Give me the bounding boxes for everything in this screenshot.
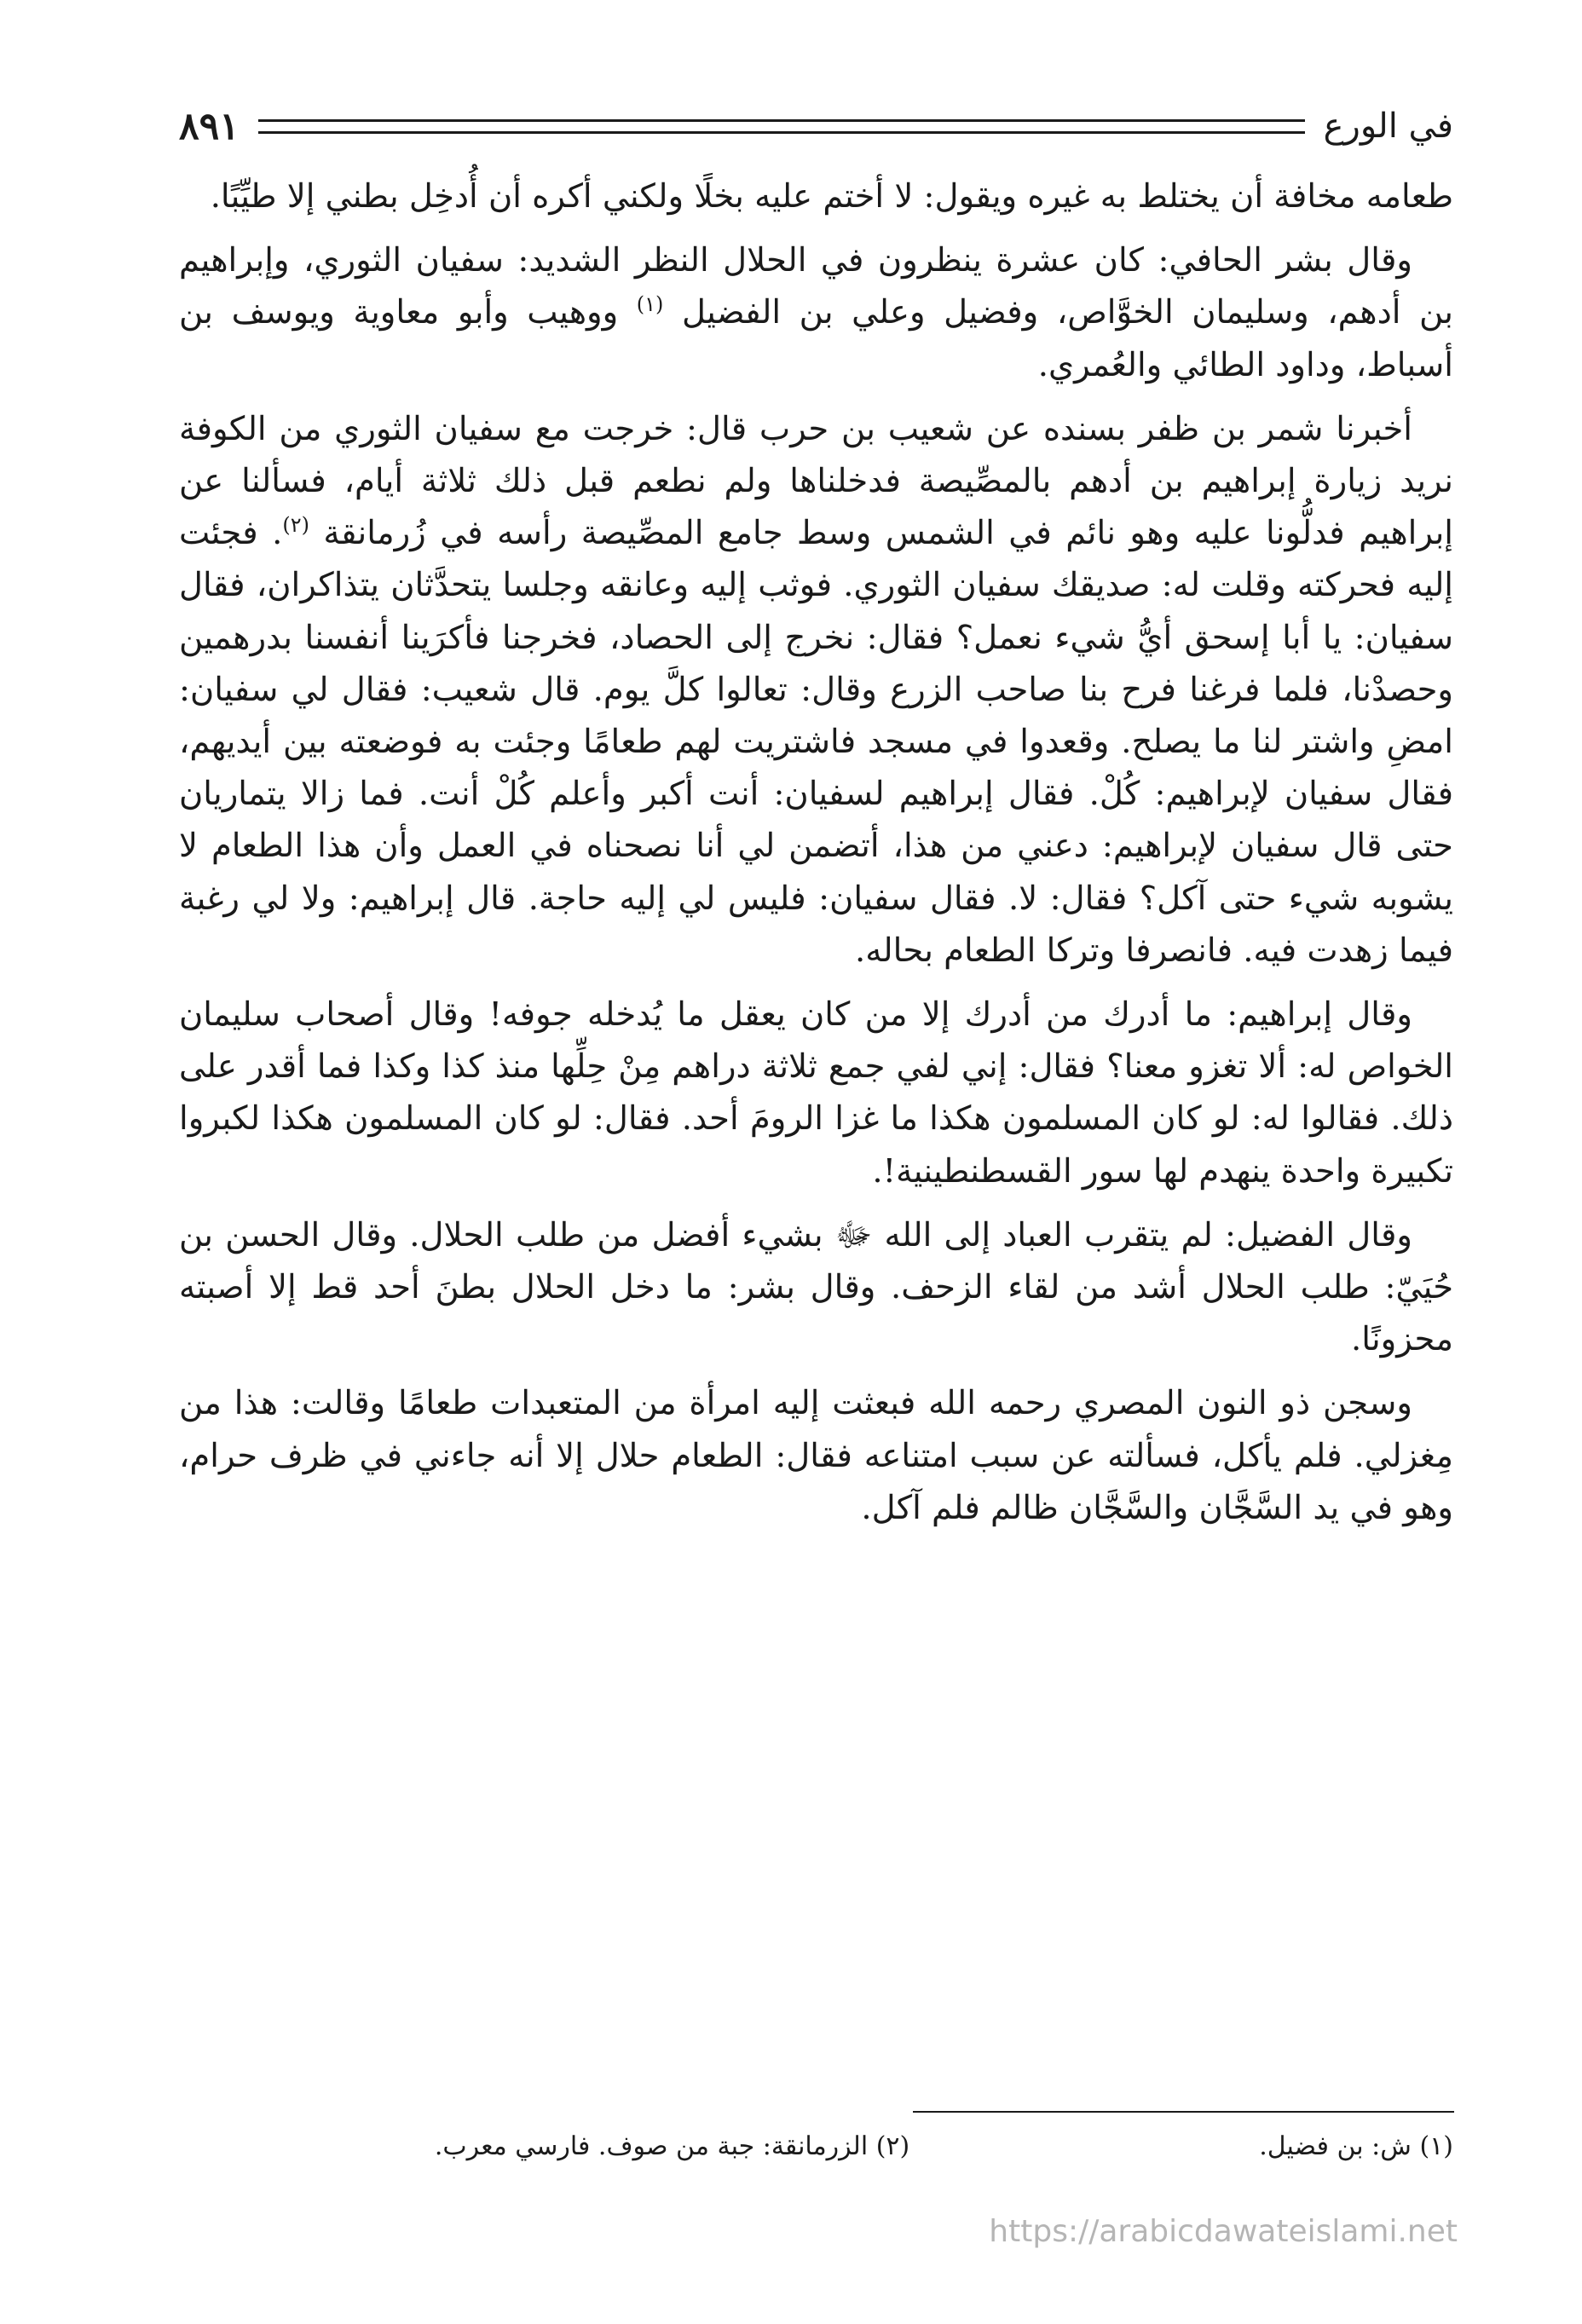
footnote-1: (١) ش: بن فضيل. <box>1259 2131 1453 2161</box>
page-number: ٨٩١ <box>179 104 240 148</box>
footnote-2: (٢) الزرمانقة: جبة من صوف. فارسي معرب. <box>434 2131 910 2161</box>
paragraph-text: وقال بشر الحافي: كان عشرة ينظرون في الحلال النظر الشديد: سفيان الثوري، وإبراهيم بن أدهم، وسليمان الخوَّاص، وفضيل وعلي بن الفضيل <box>179 241 1454 332</box>
paragraph-text: . فجئت إليه فحركته وقلت له: صديقك سفيان الثوري. فوثب إليه وعانقه وجلسا يتحدَّثان يتذاكران، فقال سفيان: يا أبا إسحق أيُّ شيء نعمل؟ فقال: نخرج إلى الحصاد، فخرجنا فأكرَينا أنفسنا بدرهمين وحصدْنا، فلما فرغنا فرح بنا صاحب الزرع وقال: تعالوا كلَّ يوم. قال شعيب: فقال لي سفيان: امضِ واشتر لنا ما يصلح. وقعدوا في مسجد فاشتريت لهم طعامًا وجئت به فوضعته بين أيديهم، فقال سفيان لإبراهيم: كُلْ. فقال إبراهيم لسفيان: أنت أكبر وأعلم كُلْ أنت. فما زالا يتماريان حتى قال سفيان لإبراهيم: دعني من هذا، أتضمن لي أنا نصحناه في العمل وأن هذا الطعام لا يشوبه شيء حتى آكل؟ فقال: لا. فقال سفيان: فليس لي إليه حاجة. قال إبراهيم: ولا لي رغبة فيما زهدت فيه. فانصرفا وتركا الطعام بحاله. <box>179 514 1453 970</box>
footnote-reference: (٢) <box>282 513 309 538</box>
paragraph-dhu-al-nun: وسجن ذو النون المصري رحمه الله فبعثت إليه امرأة من المتعبدات طعامًا وقالت: هذا من مِغزلي. فلم يأكل، فسألته عن سبب امتناعه فقال: الطعام حلال إلا أنه جاءني في ظرف حرام، وهو في يد السَّجَّان والسَّجَّان ظالم فلم آكل. <box>179 1384 1453 1527</box>
paragraph-fudayl-saying: وقال الفضيل: لم يتقرب العباد إلى الله ﷻ بشيء أفضل من طلب الحلال. وقال الحسن بن حُيَيّ: طلب الحلال أشد من لقاء الزحف. وقال بشر: ما دخل الحلال بطنَ أحد قط إلا أصبته محزونًا. <box>179 1215 1453 1359</box>
running-header <box>179 101 1453 152</box>
header-rule <box>258 119 1305 134</box>
footnote-separator <box>913 2111 1454 2113</box>
paragraph-text: أخبرنا شمر بن ظفر بسنده عن شعيب بن حرب قال: خرجت مع سفيان الثوري من الكوفة نريد زيارة إبراهيم بن أدهم بالمصِّيصة فدخلناها ولم نطعم قبل ذلك ثلاثة أيام، فسألنا عن إبراهيم فدلُّونا عليه وهو نائم في الشمس وسط جامع المصِّيصة رأسه في زُرمانقة <box>179 409 1453 553</box>
paragraph-shuayb-story <box>179 403 1453 977</box>
footnote-reference: (١) <box>636 292 664 317</box>
paragraph-bishr-al-hafi <box>179 234 1453 391</box>
watermark-url: https://arabicdawateislami.net <box>989 2214 1458 2249</box>
paragraph-ibrahim-saying: وقال إبراهيم: ما أدرك من أدرك إلا من كان يعقل ما يُدخله جوفه! وقال أصحاب سليمان الخواص له: ألا تغزو معنا؟ فقال: إني لفي جمع ثلاثة دراهم مِنْ حِلِّها منذ كذا وكذا فما أقدر على ذلك. فقالوا له: لو كان المسلمون هكذا ما غزا الرومَ أحد. فقال: لو كان المسلمون هكذا لكبروا تكبيرة واحدة ينهدم لها سور القسطنطينية!. <box>179 995 1453 1191</box>
footnotes <box>179 2128 1453 2165</box>
running-title: في الورع <box>1323 107 1453 146</box>
paragraph-text: ووهيب وأبو معاوية ويوسف بن أسباط، وداود الطائي والعُمري. <box>179 293 1453 384</box>
paragraph-continued: طعامه مخافة أن يختلط به غيره ويقول: لا أختم عليه بخلًا ولكني أكره أن أُدخِل بطني إلا طيِّبًا. <box>210 177 1453 216</box>
main-text <box>179 170 1453 1546</box>
